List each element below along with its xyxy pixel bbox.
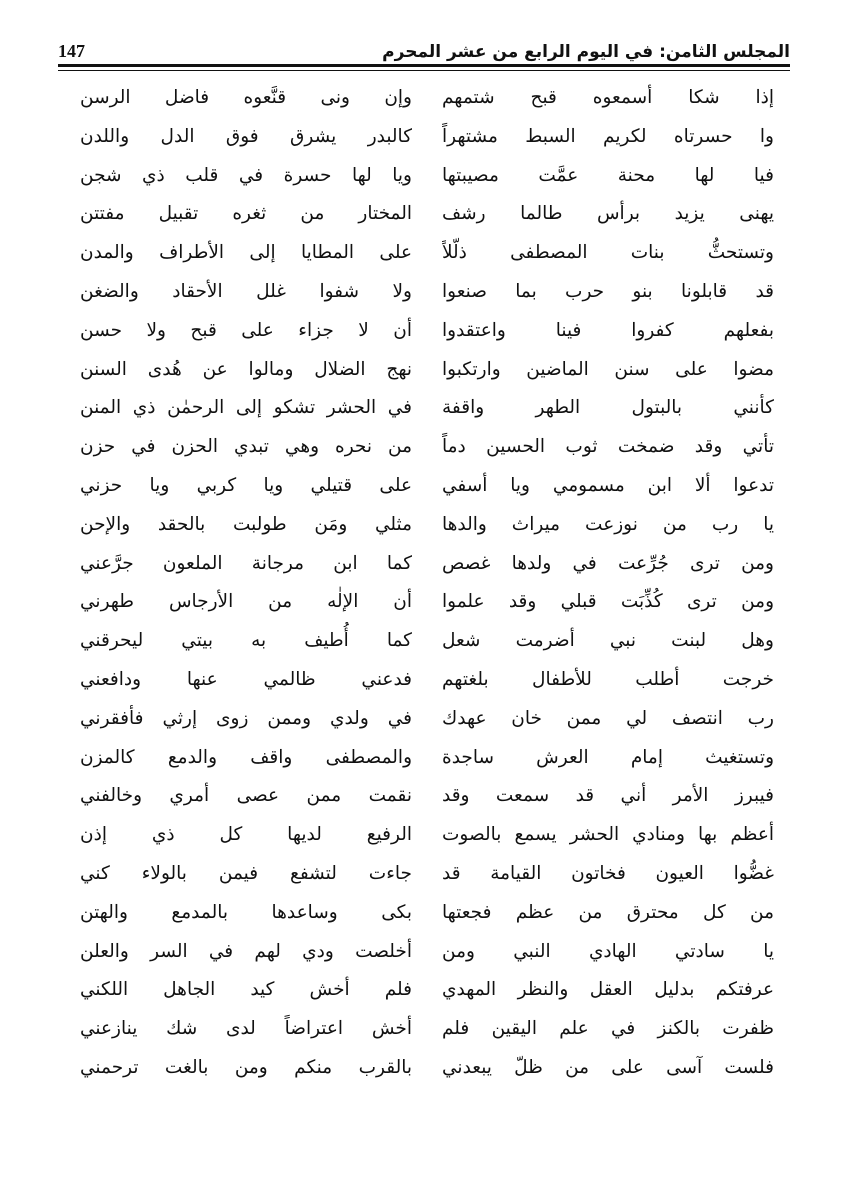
verse-line: وإن ونى قنَّعوه فاضل الرسن (80, 87, 412, 108)
verse-line: وتستحثُّ بنات المصطفى ذلّلاً (442, 242, 774, 264)
verse-line: على المطايا إلى الأطراف والمدن (80, 242, 412, 264)
verse-line: كالبدر يشرق فوق الدل واللدن (80, 125, 412, 147)
page-number: 147 (58, 41, 85, 61)
verse-line: رب انتصف لي ممن خان عهدك (442, 707, 774, 729)
verse-line: كما ابن مرجانة الملعون جرَّعني (80, 552, 412, 574)
verse-line: الرفيع لديها كل ذي إذن (80, 824, 412, 846)
verse-line: يا سادتي الهادي النبي ومن (442, 940, 774, 962)
verse-line: فلست آسى على من ظلّ يبعدني (442, 1056, 774, 1078)
poem-body (80, 79, 774, 1088)
verse-line: كما أُطيف به بيتي ليحرقني (80, 630, 412, 652)
verse-line: في الحشر تشكو إلى الرحمٰن ذي المنن (80, 397, 412, 419)
verse-line: فيا لها محنة عمَّت مصيبتها (442, 164, 774, 186)
verse-line: يا رب من نوزعت ميراث والدها (442, 513, 774, 535)
verse-line: تأتي وقد ضمخت ثوب الحسين دماً (442, 436, 774, 458)
header-rule-thick (58, 64, 790, 67)
verse-line: أن لا جزاء على قبح ولا حسن (80, 319, 412, 341)
verse-line: ومن ترى جُرِّعت في ولدها غصص (442, 552, 774, 574)
verse-line: من كل محترق من عظم فجعتها (442, 901, 774, 923)
page-header (58, 22, 790, 62)
poem-column-first-hemistichs (442, 79, 774, 1088)
verse-line: ويا لها حسرة في قلب ذي شجن (80, 164, 412, 186)
verse-line: بالقرب منكم ومن بالغت ترحمني (80, 1056, 412, 1078)
verse-line: جاءت لتشفع فيمن بالولاء كني (80, 862, 412, 884)
verse-line: غضُّوا العيون فخاتون القيامة قد (442, 862, 774, 884)
verse-line: أعظم بها ومنادي الحشر يسمع بالصوت (442, 824, 774, 846)
verse-line: مضوا على سنن الماضين وارتكبوا (442, 358, 774, 380)
verse-line: المختار من ثغره تقبيل مفتتن (80, 203, 412, 225)
verse-line: خرجت أطلب للأطفال بلغتهم (442, 668, 774, 690)
verse-line: تدعوا ألا ابن مسمومي ويا أسفي (442, 474, 774, 496)
verse-line: بكى وساعدها بالمدمع والهتن (80, 901, 412, 923)
verse-line: على قتيلي ويا كربي ويا حزني (80, 474, 412, 496)
verse-line: ومن ترى كُذِّبَت قبلي وقد علموا (442, 591, 774, 613)
verse-line: نهج الضلال ومالوا عن هُدى السنن (80, 358, 412, 380)
verse-line: والمصطفى واقف والدمع كالمزن (80, 746, 412, 768)
verse-line: أخش اعتراضاً لدى شك ينازعني (80, 1018, 412, 1040)
verse-line: أخلصت ودي لهم في السر والعلن (80, 940, 412, 962)
running-head-title: المجلس الثامن: في اليوم الرابع من عشر المحرم (382, 42, 790, 62)
poem-column-second-hemistichs (80, 79, 412, 1088)
verse-line: من نحره وهي تبدي الحزن في حزن (80, 436, 412, 458)
verse-line: فلم أخش كيد الجاهل اللكني (80, 979, 412, 1001)
verse-line: عرفتكم بدليل العقل والنظر المهدي (442, 979, 774, 1001)
verse-line: يهنى يزيد برأس طالما رشف (442, 203, 774, 225)
verse-line: مثلي ومَن طولبت بالحقد والإحن (80, 513, 412, 535)
verse-line: وا حسرتاه لكريم السبط مشتهراً (442, 125, 774, 147)
verse-line: أن الإلٰه من الأرجاس طهرني (80, 591, 412, 613)
verse-line: بفعلهم كفروا فينا واعتقدوا (442, 319, 774, 341)
header-rule-thin (58, 70, 790, 71)
verse-line: وهل لبنت نبي أضرمت شعل (442, 630, 774, 652)
verse-line: ظفرت بالكنز في علم اليقين فلم (442, 1018, 774, 1040)
verse-line: فيبرز الأمر أني قد سمعت وقد (442, 785, 774, 807)
verse-line: قد قابلونا بنو حرب بما صنعوا (442, 280, 774, 302)
verse-line: نقمت ممن عصى أمري وخالفني (80, 785, 412, 807)
verse-line: إذا شكا أسمعوه قبح شتمهم (442, 87, 774, 108)
verse-line: كأنني بالبتول الطهر واقفة (442, 397, 774, 419)
verse-line: ولا شفوا غلل الأحقاد والضغن (80, 280, 412, 302)
verse-line: وتستغيث إمام العرش ساجدة (442, 746, 774, 768)
verse-line: في ولدي وممن زوى إرثي فأفقرني (80, 707, 412, 729)
verse-line: فدعني ظالمي عنها ودافعني (80, 668, 412, 690)
